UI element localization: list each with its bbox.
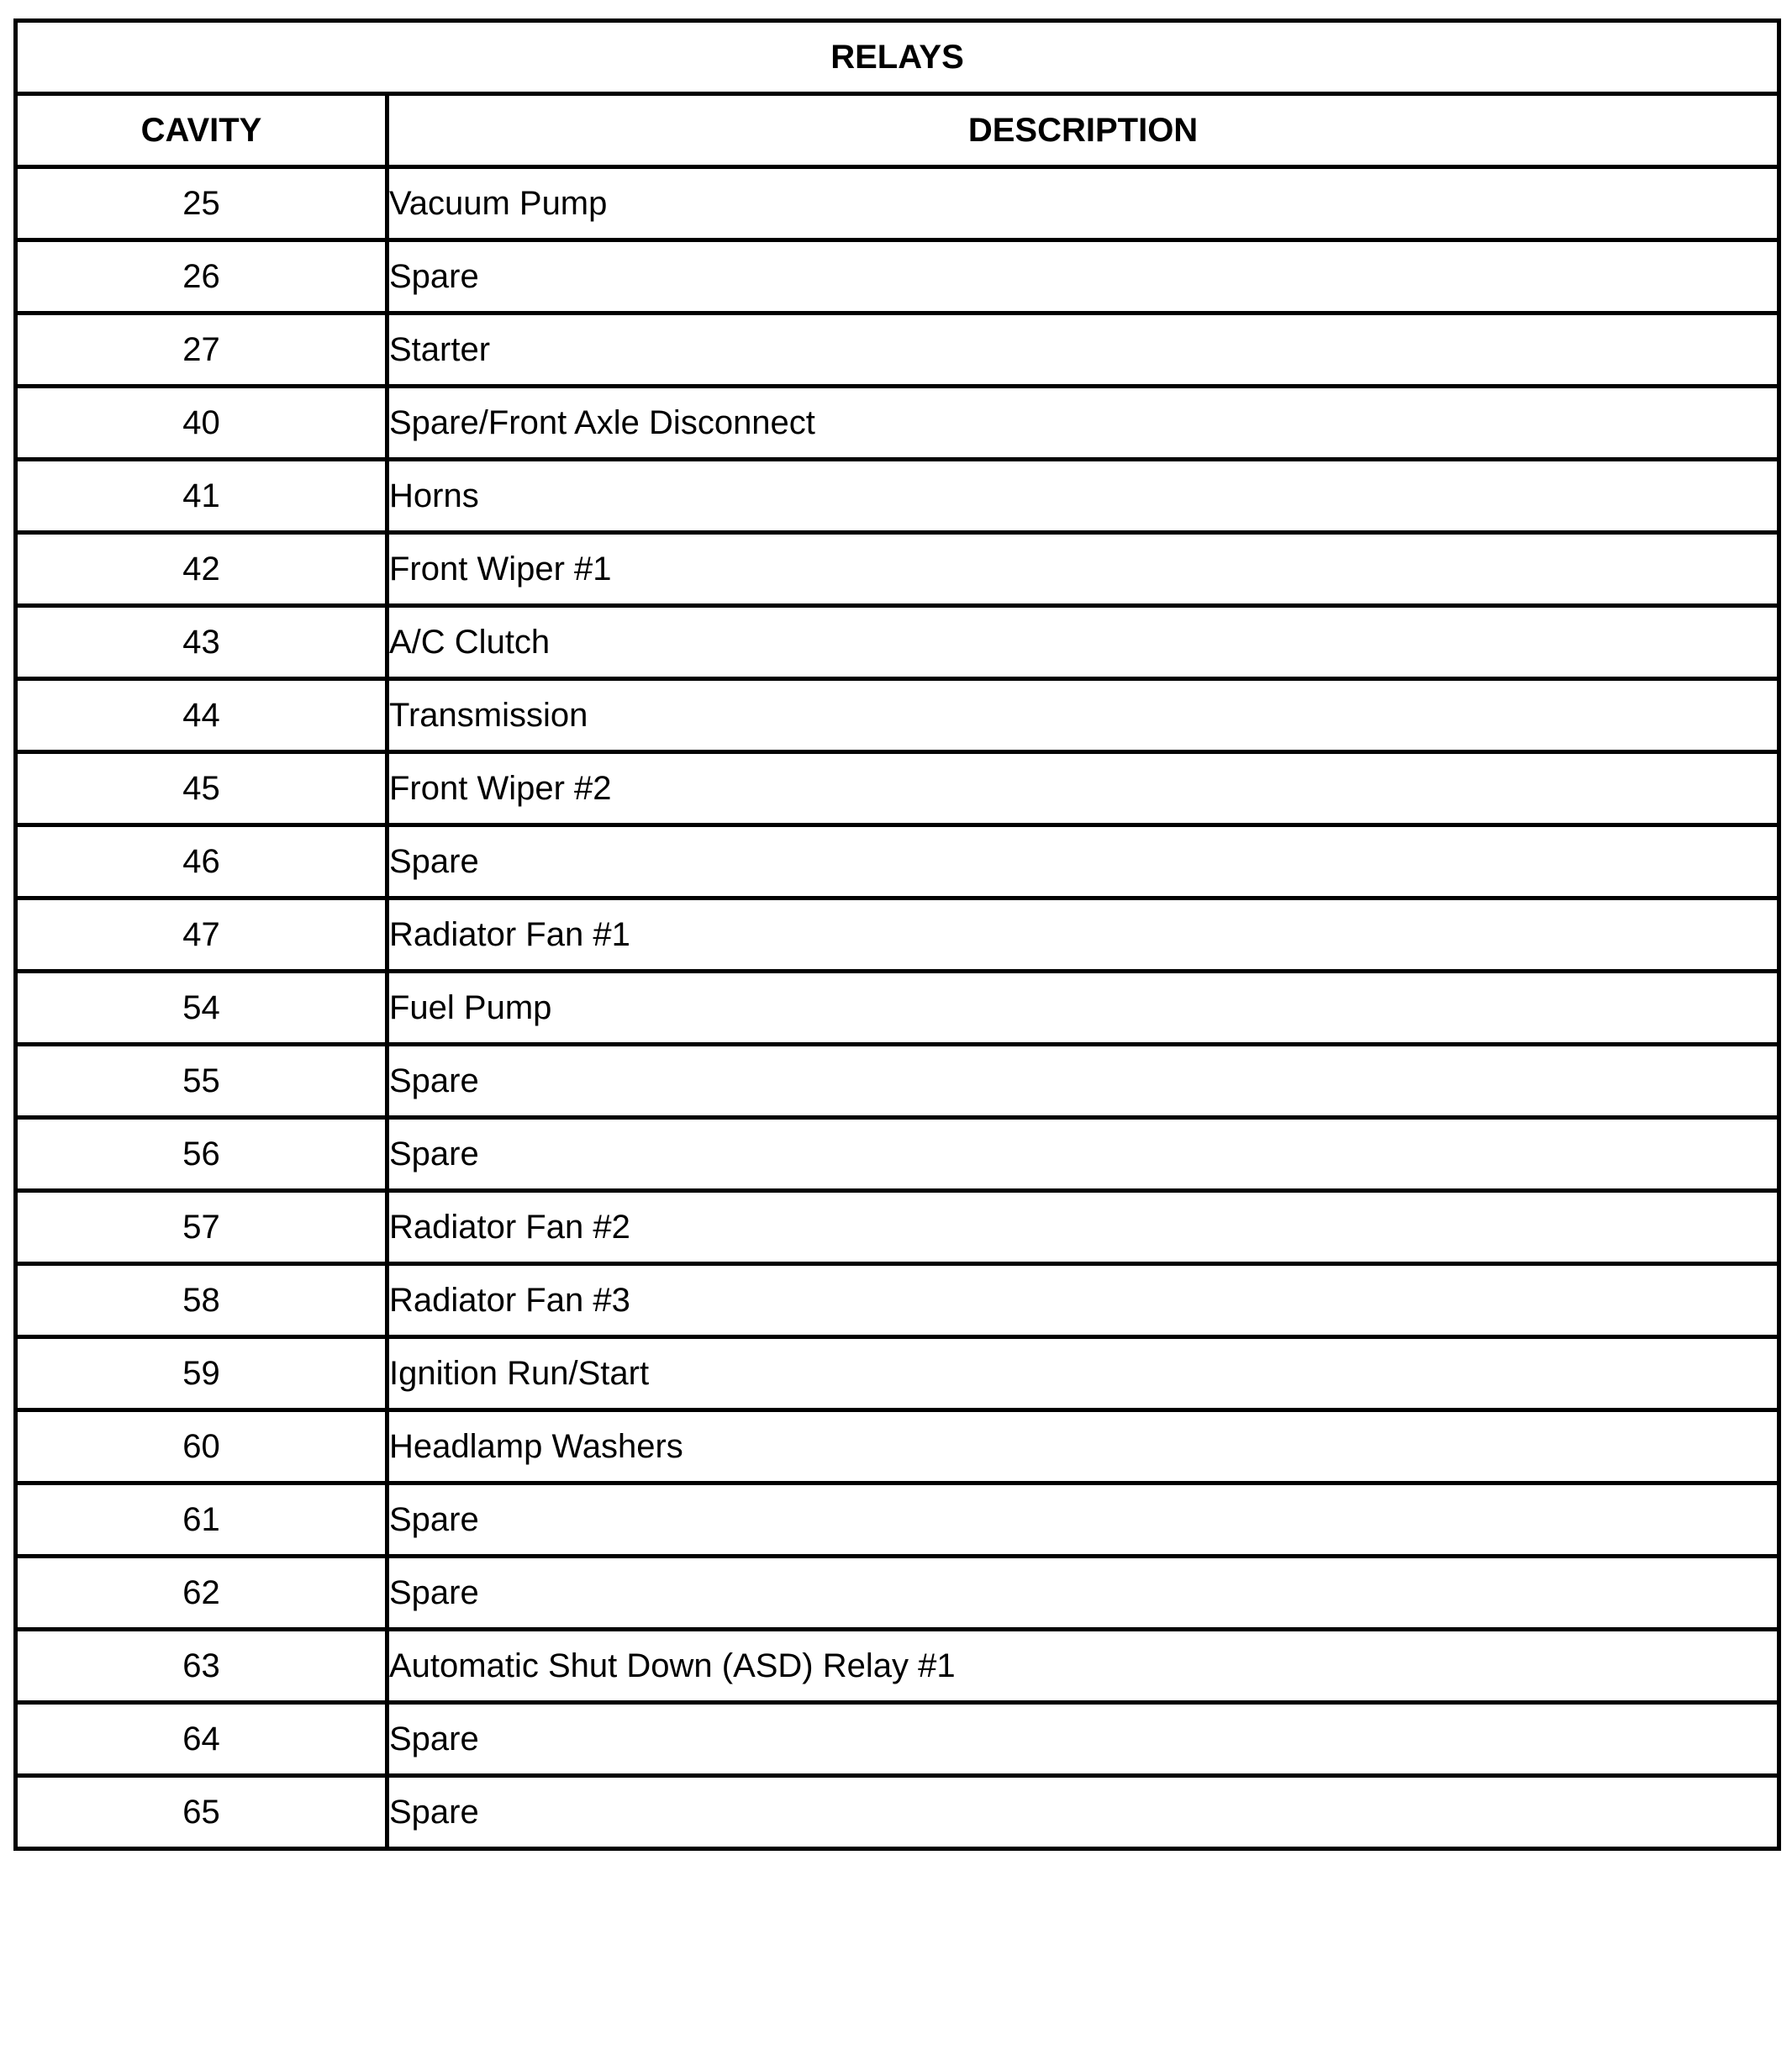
- table-row: [16, 1703, 1779, 1776]
- description-cell: Radiator Fan #2: [387, 1191, 1779, 1264]
- description-cell: Front Wiper #1: [387, 533, 1779, 606]
- table-row: [16, 972, 1779, 1045]
- description-cell: Spare: [387, 1776, 1779, 1849]
- description-cell: Horns: [387, 460, 1779, 533]
- table-row: [16, 898, 1779, 972]
- cavity-cell: 40: [16, 387, 387, 460]
- table-row: [16, 1483, 1779, 1557]
- table-row: [16, 314, 1779, 387]
- description-cell: Spare: [387, 1703, 1779, 1776]
- relays-table: [13, 18, 1781, 1851]
- table-row: [16, 825, 1779, 898]
- description-cell: Spare: [387, 1557, 1779, 1630]
- table-row: [16, 1045, 1779, 1118]
- cavity-cell: 58: [16, 1264, 387, 1337]
- description-cell: Radiator Fan #3: [387, 1264, 1779, 1337]
- table-row: [16, 167, 1779, 240]
- description-cell: Spare: [387, 825, 1779, 898]
- cavity-cell: 62: [16, 1557, 387, 1630]
- description-cell: Radiator Fan #1: [387, 898, 1779, 972]
- column-header-description: DESCRIPTION: [387, 94, 1779, 167]
- table-row: [16, 533, 1779, 606]
- cavity-cell: 25: [16, 167, 387, 240]
- table-row: [16, 1557, 1779, 1630]
- description-cell: Starter: [387, 314, 1779, 387]
- cavity-cell: 59: [16, 1337, 387, 1410]
- description-cell: Spare: [387, 1118, 1779, 1191]
- description-cell: Spare: [387, 1045, 1779, 1118]
- table-row: [16, 1410, 1779, 1483]
- table-row: [16, 460, 1779, 533]
- cavity-cell: 54: [16, 972, 387, 1045]
- cavity-cell: 47: [16, 898, 387, 972]
- cavity-cell: 46: [16, 825, 387, 898]
- cavity-cell: 56: [16, 1118, 387, 1191]
- description-cell: Ignition Run/Start: [387, 1337, 1779, 1410]
- description-cell: Automatic Shut Down (ASD) Relay #1: [387, 1630, 1779, 1703]
- description-cell: Headlamp Washers: [387, 1410, 1779, 1483]
- description-cell: Spare/Front Axle Disconnect: [387, 387, 1779, 460]
- description-cell: Fuel Pump: [387, 972, 1779, 1045]
- description-cell: Spare: [387, 1483, 1779, 1557]
- table-row: [16, 606, 1779, 679]
- table-row: [16, 752, 1779, 825]
- table-row: [16, 1337, 1779, 1410]
- cavity-cell: 64: [16, 1703, 387, 1776]
- table-header-row: [16, 94, 1779, 167]
- cavity-cell: 61: [16, 1483, 387, 1557]
- table-title-row: [16, 21, 1779, 94]
- table-row: [16, 1630, 1779, 1703]
- description-cell: Transmission: [387, 679, 1779, 752]
- description-cell: Vacuum Pump: [387, 167, 1779, 240]
- table-row: [16, 1118, 1779, 1191]
- cavity-cell: 45: [16, 752, 387, 825]
- cavity-cell: 26: [16, 240, 387, 314]
- cavity-cell: 44: [16, 679, 387, 752]
- table-row: [16, 240, 1779, 314]
- table-row: [16, 1776, 1779, 1849]
- column-header-cavity: CAVITY: [16, 94, 387, 167]
- cavity-cell: 65: [16, 1776, 387, 1849]
- cavity-cell: 55: [16, 1045, 387, 1118]
- cavity-cell: 42: [16, 533, 387, 606]
- cavity-cell: 63: [16, 1630, 387, 1703]
- table-row: [16, 387, 1779, 460]
- cavity-cell: 27: [16, 314, 387, 387]
- description-cell: A/C Clutch: [387, 606, 1779, 679]
- table-row: [16, 1191, 1779, 1264]
- cavity-cell: 57: [16, 1191, 387, 1264]
- table-row: [16, 1264, 1779, 1337]
- description-cell: Spare: [387, 240, 1779, 314]
- cavity-cell: 60: [16, 1410, 387, 1483]
- table-row: [16, 679, 1779, 752]
- table-title: RELAYS: [16, 21, 1779, 94]
- description-cell: Front Wiper #2: [387, 752, 1779, 825]
- cavity-cell: 41: [16, 460, 387, 533]
- cavity-cell: 43: [16, 606, 387, 679]
